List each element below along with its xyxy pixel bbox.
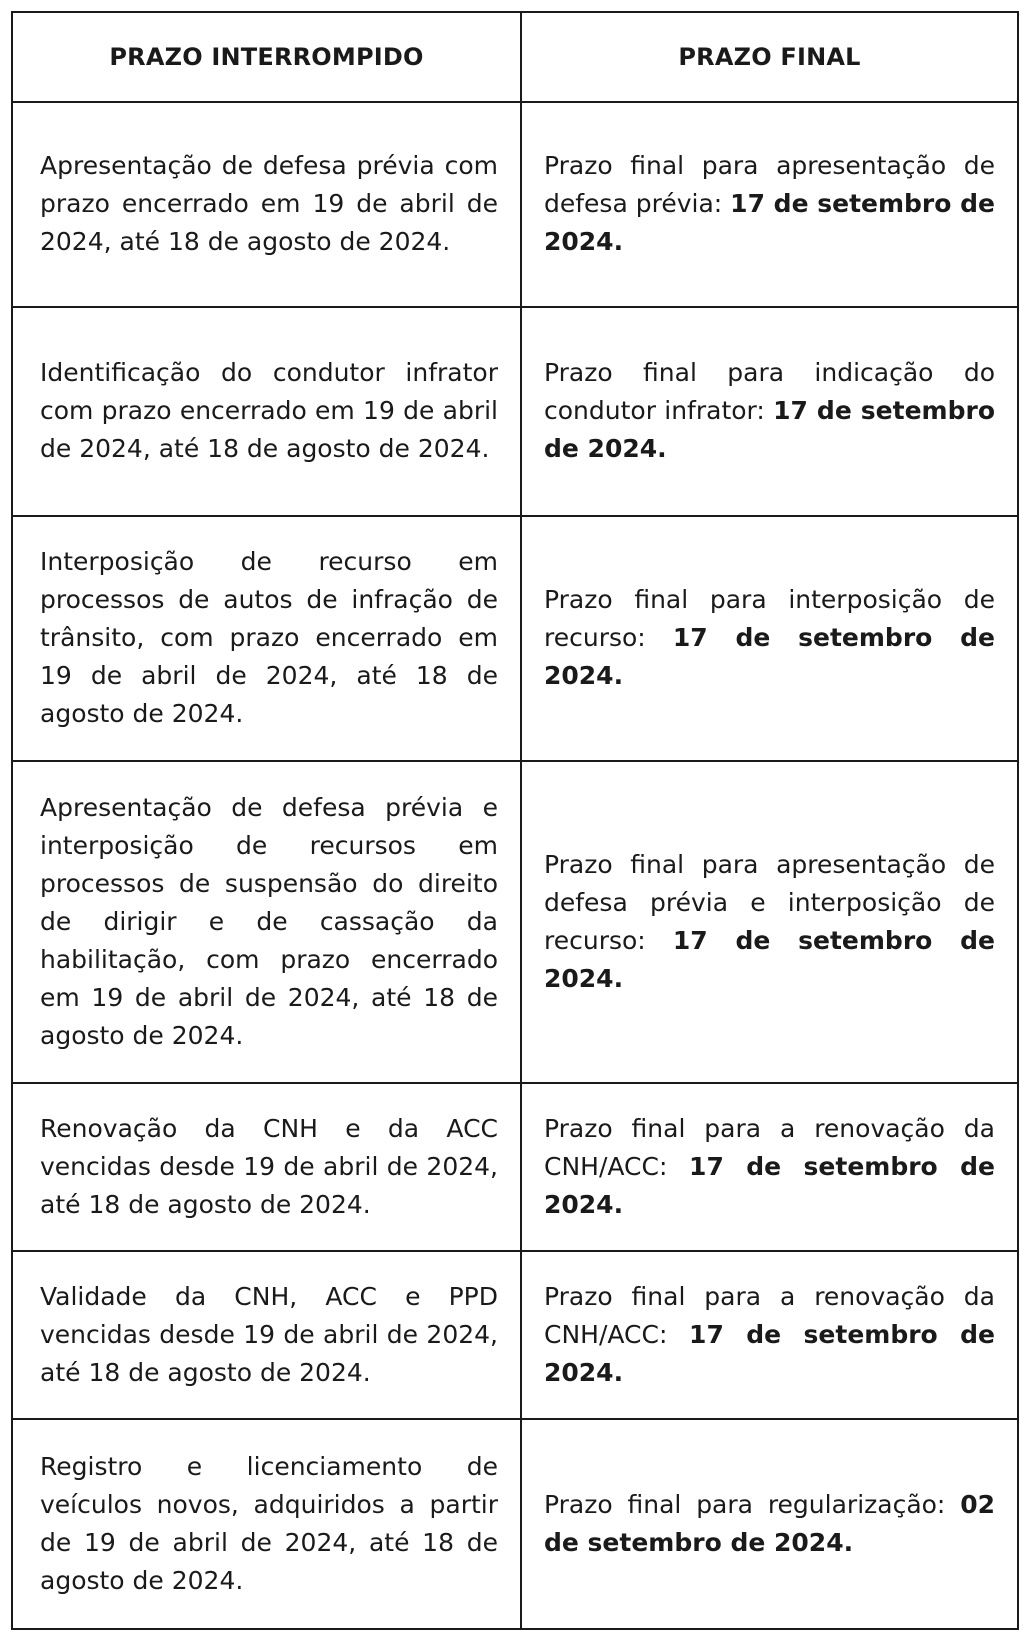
prazo-final-text: Prazo final para interposição de recurso:	[544, 585, 995, 653]
prazo-final-text: Prazo final para apresentação de defesa prévia:	[544, 151, 995, 219]
table-row	[12, 1251, 1018, 1419]
cell-prazo-interrompido: Identificação do condutor infrator com prazo encerrado em 19 de abril de 2024, até 18 de agosto de 2024.	[12, 307, 521, 516]
prazo-final-date: 17 de setembro de 2024.	[544, 189, 996, 257]
cell-prazo-final	[521, 516, 1018, 761]
header-row	[12, 12, 1018, 102]
table-row	[12, 761, 1018, 1083]
table-row	[12, 307, 1018, 516]
cell-prazo-interrompido: Renovação da CNH e da ACC vencidas desde 19 de abril de 2024, até 18 de agosto de 2024.	[12, 1083, 521, 1252]
cell-prazo-interrompido: Apresentação de defesa prévia com prazo encerrado em 19 de abril de 2024, até 18 de agosto de 2024.	[12, 102, 521, 307]
cell-prazo-interrompido: Apresentação de defesa prévia e interposição de recursos em processos de suspensão do direito de dirigir e de cassação da habilitação, com prazo encerrado em 19 de abril de 2024, até 18 de agosto de 2024.	[12, 761, 521, 1083]
cell-prazo-interrompido: Validade da CNH, ACC e PPD vencidas desde 19 de abril de 2024, até 18 de agosto de 2024.	[12, 1251, 521, 1419]
cell-prazo-interrompido: Registro e licenciamento de veículos novos, adquiridos a partir de 19 de abril de 2024, até 18 de agosto de 2024.	[12, 1419, 521, 1629]
prazo-final-text: Prazo final para a renovação da CNH/ACC:	[544, 1114, 995, 1182]
table-row	[12, 516, 1018, 761]
deadline-table	[11, 11, 1019, 1630]
prazo-final-text: Prazo final para a renovação da CNH/ACC:	[544, 1282, 995, 1350]
cell-prazo-final	[521, 761, 1018, 1083]
cell-prazo-final	[521, 307, 1018, 516]
prazo-final-text: Prazo final para regularização:	[544, 1490, 961, 1520]
prazo-final-date: 02 de setembro de 2024.	[544, 1490, 995, 1558]
prazo-final-date: 17 de setembro de 2024.	[544, 1152, 995, 1220]
cell-prazo-interrompido: Interposição de recurso em processos de autos de infração de trânsito, com prazo encerrado em 19 de abril de 2024, até 18 de agosto de 2024.	[12, 516, 521, 761]
prazo-final-date: 17 de setembro de 2024.	[544, 925, 996, 993]
table-row	[12, 102, 1018, 307]
deadline-table-container	[11, 11, 1017, 1630]
table-row	[12, 1083, 1018, 1252]
header-prazo-final: PRAZO FINAL	[521, 12, 1018, 102]
prazo-final-text: Prazo final para apresentação de defesa prévia e interposição de recurso:	[544, 849, 995, 955]
header-prazo-interrompido: PRAZO INTERROMPIDO	[12, 12, 521, 102]
prazo-final-date: 17 de setembro de 2024.	[544, 1320, 995, 1388]
cell-prazo-final	[521, 1083, 1018, 1252]
table-row	[12, 1419, 1018, 1629]
prazo-final-date: 17 de setembro de 2024.	[544, 396, 995, 464]
cell-prazo-final	[521, 1251, 1018, 1419]
prazo-final-text: Prazo final para indicação do condutor infrator:	[544, 358, 995, 426]
prazo-final-date: 17 de setembro de 2024.	[544, 623, 996, 691]
cell-prazo-final	[521, 102, 1018, 307]
cell-prazo-final	[521, 1419, 1018, 1629]
